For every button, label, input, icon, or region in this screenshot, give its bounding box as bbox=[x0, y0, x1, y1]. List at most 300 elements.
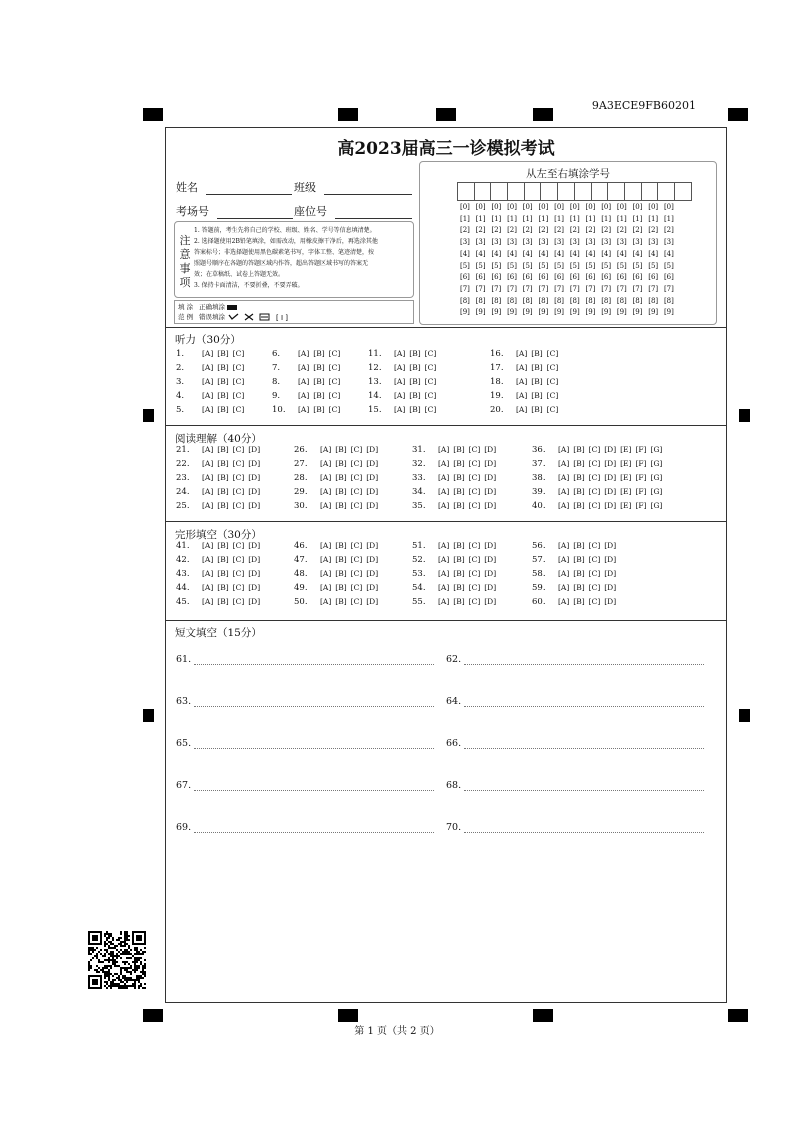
option-bubble[interactable]: [C] bbox=[424, 349, 437, 358]
option-bubble[interactable]: [B] bbox=[217, 541, 229, 550]
option-bubble[interactable]: [B] bbox=[409, 377, 421, 386]
digit-bubble[interactable]: [8] bbox=[507, 296, 517, 305]
question-9[interactable] bbox=[272, 391, 344, 401]
option-bubble[interactable]: [A] bbox=[202, 597, 214, 606]
option-bubble[interactable]: [G] bbox=[650, 501, 663, 510]
option-bubble[interactable]: [D] bbox=[366, 459, 379, 468]
option-bubble[interactable]: [B] bbox=[217, 501, 229, 510]
option-bubble[interactable]: [D] bbox=[604, 583, 617, 592]
digit-bubble[interactable]: [0] bbox=[569, 203, 580, 211]
digit-bubble[interactable]: [9] bbox=[648, 308, 659, 317]
option-bubble[interactable]: [A] bbox=[438, 583, 450, 592]
digit-bubble[interactable]: [7] bbox=[554, 284, 565, 293]
digit-bubble[interactable]: [7] bbox=[632, 284, 643, 293]
digit-bubble[interactable]: [6] bbox=[585, 273, 596, 282]
option-bubble[interactable]: [B] bbox=[409, 363, 421, 372]
question-8[interactable] bbox=[272, 377, 344, 387]
digit-bubble[interactable]: [6] bbox=[648, 273, 659, 282]
digit-bubble[interactable]: [1] bbox=[663, 214, 674, 223]
option-bubble[interactable]: [D] bbox=[484, 445, 497, 454]
student-id-boxes[interactable] bbox=[458, 182, 692, 201]
option-bubble[interactable]: [D] bbox=[604, 473, 617, 482]
digit-bubble[interactable]: [5] bbox=[632, 261, 643, 270]
option-bubble[interactable]: [A] bbox=[558, 501, 570, 510]
digit-bubble[interactable]: [2] bbox=[554, 226, 565, 235]
digit-bubble[interactable]: [3] bbox=[616, 238, 627, 247]
digit-bubble[interactable]: [9] bbox=[632, 308, 643, 317]
option-bubble[interactable]: [A] bbox=[558, 569, 570, 578]
answer-line[interactable] bbox=[464, 740, 704, 749]
option-bubble[interactable]: [A] bbox=[438, 569, 450, 578]
option-bubble[interactable]: [A] bbox=[202, 349, 214, 358]
option-bubble[interactable]: [D] bbox=[366, 569, 379, 578]
digit-bubble[interactable]: [8] bbox=[491, 296, 502, 305]
digit-bubble[interactable]: [6] bbox=[460, 273, 470, 282]
blank-66[interactable] bbox=[446, 738, 704, 749]
option-bubble[interactable]: [A] bbox=[558, 583, 570, 592]
option-bubble[interactable]: [B] bbox=[453, 597, 465, 606]
digit-bubble[interactable]: [1] bbox=[538, 214, 549, 223]
option-bubble[interactable]: [C] bbox=[424, 391, 437, 400]
option-bubble[interactable]: [C] bbox=[232, 597, 245, 606]
option-bubble[interactable]: [A] bbox=[320, 597, 332, 606]
digit-bubble[interactable]: [1] bbox=[601, 214, 612, 223]
digit-bubble[interactable]: [7] bbox=[460, 284, 470, 293]
digit-bubble[interactable]: [1] bbox=[522, 214, 533, 223]
digit-bubble[interactable]: [4] bbox=[585, 249, 596, 258]
option-bubble[interactable]: [C] bbox=[350, 473, 363, 482]
answer-line[interactable] bbox=[464, 824, 704, 833]
digit-bubble[interactable]: [0] bbox=[632, 203, 643, 211]
digit-bubble[interactable]: [6] bbox=[522, 273, 533, 282]
question-52[interactable] bbox=[412, 555, 500, 565]
question-56[interactable] bbox=[532, 541, 620, 551]
digit-bubble[interactable]: [6] bbox=[569, 273, 580, 282]
option-bubble[interactable]: [B] bbox=[217, 459, 229, 468]
option-bubble[interactable]: [A] bbox=[298, 349, 310, 358]
question-3[interactable] bbox=[176, 377, 248, 387]
digit-bubble[interactable]: [5] bbox=[475, 261, 486, 270]
digit-bubble[interactable]: [7] bbox=[648, 284, 659, 293]
option-bubble[interactable]: [E] bbox=[620, 445, 632, 454]
question-11[interactable] bbox=[368, 349, 440, 359]
question-10[interactable] bbox=[272, 405, 344, 415]
option-bubble[interactable]: [D] bbox=[484, 597, 497, 606]
question-22[interactable] bbox=[176, 459, 264, 469]
name-line[interactable] bbox=[206, 183, 292, 195]
option-bubble[interactable]: [B] bbox=[531, 349, 543, 358]
option-bubble[interactable]: [B] bbox=[313, 391, 325, 400]
option-bubble[interactable]: [A] bbox=[320, 459, 332, 468]
option-bubble[interactable]: [B] bbox=[453, 459, 465, 468]
option-bubble[interactable]: [B] bbox=[573, 597, 585, 606]
digit-bubble[interactable]: [1] bbox=[585, 214, 596, 223]
option-bubble[interactable]: [D] bbox=[604, 501, 617, 510]
digit-bubble[interactable]: [8] bbox=[538, 296, 549, 305]
option-bubble[interactable]: [B] bbox=[531, 377, 543, 386]
option-bubble[interactable]: [D] bbox=[484, 569, 497, 578]
digit-bubble[interactable]: [9] bbox=[616, 308, 627, 317]
option-bubble[interactable]: [D] bbox=[248, 583, 261, 592]
option-bubble[interactable]: [B] bbox=[217, 487, 229, 496]
question-46[interactable] bbox=[294, 541, 382, 551]
option-bubble[interactable]: [B] bbox=[313, 363, 325, 372]
option-bubble[interactable]: [B] bbox=[573, 583, 585, 592]
option-bubble[interactable]: [A] bbox=[558, 597, 570, 606]
option-bubble[interactable]: [A] bbox=[202, 501, 214, 510]
digit-bubble[interactable]: [8] bbox=[601, 296, 612, 305]
option-bubble[interactable]: [C] bbox=[232, 459, 245, 468]
digit-bubble[interactable]: [4] bbox=[648, 249, 659, 258]
exam-no-line[interactable] bbox=[217, 207, 293, 219]
digit-bubble[interactable]: [3] bbox=[601, 238, 612, 247]
digit-bubble[interactable]: [3] bbox=[475, 238, 486, 247]
digit-bubble[interactable]: [3] bbox=[648, 238, 659, 247]
option-bubble[interactable]: [B] bbox=[217, 583, 229, 592]
question-44[interactable] bbox=[176, 583, 264, 593]
digit-bubble[interactable]: [8] bbox=[632, 296, 643, 305]
option-bubble[interactable]: [A] bbox=[516, 405, 528, 414]
digit-bubble[interactable]: [5] bbox=[522, 261, 533, 270]
option-bubble[interactable]: [A] bbox=[202, 555, 214, 564]
option-bubble[interactable]: [A] bbox=[320, 487, 332, 496]
digit-bubble[interactable]: [1] bbox=[507, 214, 517, 223]
option-bubble[interactable]: [A] bbox=[298, 391, 310, 400]
option-bubble[interactable]: [B] bbox=[453, 445, 465, 454]
question-54[interactable] bbox=[412, 583, 500, 593]
digit-bubble[interactable]: [4] bbox=[538, 249, 549, 258]
option-bubble[interactable]: [C] bbox=[350, 501, 363, 510]
option-bubble[interactable]: [A] bbox=[320, 555, 332, 564]
option-bubble[interactable]: [B] bbox=[217, 377, 229, 386]
option-bubble[interactable]: [C] bbox=[232, 583, 245, 592]
digit-bubble[interactable]: [0] bbox=[538, 203, 549, 211]
option-bubble[interactable]: [D] bbox=[248, 597, 261, 606]
option-bubble[interactable]: [C] bbox=[232, 555, 245, 564]
option-bubble[interactable]: [D] bbox=[248, 569, 261, 578]
question-23[interactable] bbox=[176, 473, 264, 483]
option-bubble[interactable]: [C] bbox=[588, 459, 601, 468]
digit-bubble[interactable]: [4] bbox=[554, 249, 565, 258]
digit-bubble[interactable]: [4] bbox=[601, 249, 612, 258]
digit-bubble[interactable]: [2] bbox=[648, 226, 659, 235]
blank-61[interactable] bbox=[176, 654, 434, 665]
option-bubble[interactable]: [C] bbox=[328, 391, 341, 400]
digit-bubble[interactable]: [9] bbox=[554, 308, 565, 317]
option-bubble[interactable]: [G] bbox=[650, 459, 663, 468]
digit-bubble[interactable]: [3] bbox=[460, 238, 470, 247]
option-bubble[interactable]: [A] bbox=[558, 445, 570, 454]
digit-bubble[interactable]: [9] bbox=[663, 308, 674, 317]
digit-bubble[interactable]: [6] bbox=[601, 273, 612, 282]
question-51[interactable] bbox=[412, 541, 500, 551]
option-bubble[interactable]: [A] bbox=[438, 541, 450, 550]
digit-bubble[interactable]: [7] bbox=[538, 284, 549, 293]
question-38[interactable] bbox=[532, 473, 666, 483]
option-bubble[interactable]: [A] bbox=[320, 445, 332, 454]
option-bubble[interactable]: [B] bbox=[573, 473, 585, 482]
digit-bubble[interactable]: [7] bbox=[585, 284, 596, 293]
blank-63[interactable] bbox=[176, 696, 434, 707]
option-bubble[interactable]: [C] bbox=[468, 501, 481, 510]
option-bubble[interactable]: [D] bbox=[604, 555, 617, 564]
question-17[interactable] bbox=[490, 363, 562, 373]
digit-bubble[interactable]: [2] bbox=[491, 226, 502, 235]
option-bubble[interactable]: [B] bbox=[453, 473, 465, 482]
option-bubble[interactable]: [C] bbox=[350, 445, 363, 454]
digit-bubble[interactable]: [0] bbox=[616, 203, 627, 211]
digit-row[interactable] bbox=[460, 262, 680, 270]
digit-bubble[interactable]: [1] bbox=[460, 214, 470, 223]
option-bubble[interactable]: [A] bbox=[320, 541, 332, 550]
option-bubble[interactable]: [B] bbox=[335, 583, 347, 592]
answer-line[interactable] bbox=[194, 698, 434, 707]
answer-line[interactable] bbox=[464, 656, 704, 665]
question-41[interactable] bbox=[176, 541, 264, 551]
question-49[interactable] bbox=[294, 583, 382, 593]
option-bubble[interactable]: [A] bbox=[320, 473, 332, 482]
digit-row[interactable] bbox=[460, 238, 680, 246]
digit-bubble[interactable]: [3] bbox=[538, 238, 549, 247]
option-bubble[interactable]: [A] bbox=[438, 555, 450, 564]
option-bubble[interactable]: [C] bbox=[468, 583, 481, 592]
option-bubble[interactable]: [B] bbox=[217, 363, 229, 372]
option-bubble[interactable]: [D] bbox=[366, 445, 379, 454]
option-bubble[interactable]: [C] bbox=[328, 377, 341, 386]
answer-line[interactable] bbox=[194, 824, 434, 833]
option-bubble[interactable]: [E] bbox=[620, 473, 632, 482]
option-bubble[interactable]: [C] bbox=[350, 597, 363, 606]
digit-bubble[interactable]: [0] bbox=[475, 203, 486, 211]
answer-line[interactable] bbox=[194, 656, 434, 665]
digit-bubble[interactable]: [3] bbox=[663, 238, 674, 247]
digit-bubble[interactable]: [1] bbox=[554, 214, 565, 223]
option-bubble[interactable]: [A] bbox=[516, 391, 528, 400]
digit-bubble[interactable]: [3] bbox=[585, 238, 596, 247]
option-bubble[interactable]: [G] bbox=[650, 445, 663, 454]
option-bubble[interactable]: [G] bbox=[650, 473, 663, 482]
question-21[interactable] bbox=[176, 445, 264, 455]
option-bubble[interactable]: [A] bbox=[202, 405, 214, 414]
option-bubble[interactable]: [B] bbox=[453, 569, 465, 578]
option-bubble[interactable]: [C] bbox=[424, 405, 437, 414]
question-28[interactable] bbox=[294, 473, 382, 483]
digit-bubble[interactable]: [5] bbox=[460, 261, 470, 270]
digit-bubble[interactable]: [8] bbox=[585, 296, 596, 305]
option-bubble[interactable]: [C] bbox=[232, 405, 245, 414]
question-4[interactable] bbox=[176, 391, 248, 401]
option-bubble[interactable]: [A] bbox=[516, 349, 528, 358]
blank-62[interactable] bbox=[446, 654, 704, 665]
option-bubble[interactable]: [D] bbox=[248, 501, 261, 510]
option-bubble[interactable]: [D] bbox=[604, 541, 617, 550]
option-bubble[interactable]: [A] bbox=[394, 405, 406, 414]
option-bubble[interactable]: [B] bbox=[409, 391, 421, 400]
digit-row[interactable] bbox=[460, 273, 680, 281]
option-bubble[interactable]: [A] bbox=[438, 445, 450, 454]
digit-bubble[interactable]: [9] bbox=[569, 308, 580, 317]
option-bubble[interactable]: [B] bbox=[335, 569, 347, 578]
option-bubble[interactable]: [B] bbox=[217, 391, 229, 400]
question-5[interactable] bbox=[176, 405, 248, 415]
option-bubble[interactable]: [B] bbox=[217, 405, 229, 414]
option-bubble[interactable]: [D] bbox=[484, 555, 497, 564]
option-bubble[interactable]: [A] bbox=[558, 541, 570, 550]
option-bubble[interactable]: [B] bbox=[531, 391, 543, 400]
option-bubble[interactable]: [C] bbox=[350, 583, 363, 592]
option-bubble[interactable]: [A] bbox=[320, 501, 332, 510]
option-bubble[interactable]: [A] bbox=[202, 445, 214, 454]
digit-bubble[interactable]: [6] bbox=[663, 273, 674, 282]
option-bubble[interactable]: [A] bbox=[298, 363, 310, 372]
option-bubble[interactable]: [A] bbox=[438, 597, 450, 606]
digit-bubble[interactable]: [5] bbox=[663, 261, 674, 270]
question-19[interactable] bbox=[490, 391, 562, 401]
question-26[interactable] bbox=[294, 445, 382, 455]
option-bubble[interactable]: [D] bbox=[248, 487, 261, 496]
option-bubble[interactable]: [B] bbox=[335, 597, 347, 606]
option-bubble[interactable]: [A] bbox=[202, 391, 214, 400]
option-bubble[interactable]: [C] bbox=[468, 569, 481, 578]
option-bubble[interactable]: [C] bbox=[424, 377, 437, 386]
digit-bubble[interactable]: [3] bbox=[554, 238, 565, 247]
digit-bubble[interactable]: [9] bbox=[475, 308, 486, 317]
answer-line[interactable] bbox=[464, 698, 704, 707]
digit-bubble[interactable]: [8] bbox=[663, 296, 674, 305]
digit-bubble[interactable]: [0] bbox=[460, 203, 470, 211]
option-bubble[interactable]: [A] bbox=[558, 473, 570, 482]
question-24[interactable] bbox=[176, 487, 264, 497]
question-18[interactable] bbox=[490, 377, 562, 387]
digit-bubble[interactable]: [5] bbox=[569, 261, 580, 270]
digit-bubble[interactable]: [6] bbox=[475, 273, 486, 282]
option-bubble[interactable]: [D] bbox=[366, 597, 379, 606]
option-bubble[interactable]: [C] bbox=[546, 391, 559, 400]
digit-bubble[interactable]: [0] bbox=[554, 203, 565, 211]
digit-bubble[interactable]: [8] bbox=[460, 296, 470, 305]
option-bubble[interactable]: [F] bbox=[635, 473, 647, 482]
option-bubble[interactable]: [C] bbox=[546, 363, 559, 372]
question-32[interactable] bbox=[412, 459, 500, 469]
question-37[interactable] bbox=[532, 459, 666, 469]
digit-bubble[interactable]: [9] bbox=[522, 308, 533, 317]
question-55[interactable] bbox=[412, 597, 500, 607]
option-bubble[interactable]: [C] bbox=[468, 459, 481, 468]
question-48[interactable] bbox=[294, 569, 382, 579]
question-59[interactable] bbox=[532, 583, 620, 593]
option-bubble[interactable]: [C] bbox=[546, 349, 559, 358]
option-bubble[interactable]: [C] bbox=[468, 473, 481, 482]
digit-bubble[interactable]: [4] bbox=[475, 249, 486, 258]
option-bubble[interactable]: [B] bbox=[313, 377, 325, 386]
blank-69[interactable] bbox=[176, 822, 434, 833]
digit-bubble[interactable]: [7] bbox=[507, 284, 517, 293]
option-bubble[interactable]: [A] bbox=[298, 377, 310, 386]
option-bubble[interactable]: [B] bbox=[335, 501, 347, 510]
question-60[interactable] bbox=[532, 597, 620, 607]
digit-bubble[interactable]: [5] bbox=[538, 261, 549, 270]
option-bubble[interactable]: [F] bbox=[635, 445, 647, 454]
option-bubble[interactable]: [C] bbox=[546, 405, 559, 414]
digit-bubble[interactable]: [9] bbox=[601, 308, 612, 317]
digit-bubble[interactable]: [2] bbox=[538, 226, 549, 235]
option-bubble[interactable]: [B] bbox=[335, 445, 347, 454]
digit-bubble[interactable]: [0] bbox=[507, 203, 517, 211]
blank-68[interactable] bbox=[446, 780, 704, 791]
option-bubble[interactable]: [C] bbox=[468, 487, 481, 496]
option-bubble[interactable]: [D] bbox=[366, 501, 379, 510]
option-bubble[interactable]: [B] bbox=[531, 363, 543, 372]
question-16[interactable] bbox=[490, 349, 562, 359]
digit-bubble[interactable]: [1] bbox=[648, 214, 659, 223]
option-bubble[interactable]: [C] bbox=[232, 391, 245, 400]
option-bubble[interactable]: [B] bbox=[217, 349, 229, 358]
digit-bubble[interactable]: [7] bbox=[475, 284, 486, 293]
option-bubble[interactable]: [F] bbox=[635, 459, 647, 468]
digit-bubble[interactable]: [1] bbox=[475, 214, 486, 223]
answer-line[interactable] bbox=[464, 782, 704, 791]
option-bubble[interactable]: [D] bbox=[248, 555, 261, 564]
option-bubble[interactable]: [B] bbox=[409, 405, 421, 414]
option-bubble[interactable]: [B] bbox=[335, 473, 347, 482]
question-12[interactable] bbox=[368, 363, 440, 373]
digit-bubble[interactable]: [2] bbox=[616, 226, 627, 235]
option-bubble[interactable]: [B] bbox=[217, 569, 229, 578]
digit-bubble[interactable]: [3] bbox=[522, 238, 533, 247]
question-35[interactable] bbox=[412, 501, 500, 511]
option-bubble[interactable]: [B] bbox=[335, 487, 347, 496]
option-bubble[interactable]: [C] bbox=[350, 541, 363, 550]
seat-no-line[interactable] bbox=[335, 207, 412, 219]
question-47[interactable] bbox=[294, 555, 382, 565]
digit-bubble[interactable]: [2] bbox=[507, 226, 517, 235]
digit-bubble[interactable]: [2] bbox=[569, 226, 580, 235]
digit-bubble[interactable]: [5] bbox=[491, 261, 502, 270]
digit-bubble[interactable]: [5] bbox=[507, 261, 517, 270]
digit-bubble[interactable]: [9] bbox=[460, 308, 470, 317]
question-13[interactable] bbox=[368, 377, 440, 387]
option-bubble[interactable]: [B] bbox=[453, 583, 465, 592]
option-bubble[interactable]: [C] bbox=[588, 501, 601, 510]
option-bubble[interactable]: [C] bbox=[468, 445, 481, 454]
option-bubble[interactable]: [C] bbox=[328, 363, 341, 372]
option-bubble[interactable]: [C] bbox=[350, 555, 363, 564]
option-bubble[interactable]: [A] bbox=[320, 569, 332, 578]
digit-bubble[interactable]: [3] bbox=[491, 238, 502, 247]
option-bubble[interactable]: [B] bbox=[573, 569, 585, 578]
digit-bubble[interactable]: [9] bbox=[585, 308, 596, 317]
question-27[interactable] bbox=[294, 459, 382, 469]
option-bubble[interactable]: [C] bbox=[350, 459, 363, 468]
option-bubble[interactable]: [C] bbox=[546, 377, 559, 386]
digit-bubble[interactable]: [4] bbox=[569, 249, 580, 258]
digit-bubble[interactable]: [4] bbox=[460, 249, 470, 258]
option-bubble[interactable]: [B] bbox=[573, 541, 585, 550]
question-15[interactable] bbox=[368, 405, 440, 415]
option-bubble[interactable]: [C] bbox=[350, 487, 363, 496]
digit-row[interactable] bbox=[460, 285, 680, 293]
digit-bubble[interactable]: [6] bbox=[491, 273, 502, 282]
option-bubble[interactable]: [A] bbox=[202, 569, 214, 578]
question-2[interactable] bbox=[176, 363, 248, 373]
option-bubble[interactable]: [A] bbox=[438, 473, 450, 482]
digit-bubble[interactable]: [1] bbox=[491, 214, 502, 223]
option-bubble[interactable]: [C] bbox=[328, 349, 341, 358]
digit-bubble[interactable]: [7] bbox=[616, 284, 627, 293]
option-bubble[interactable]: [C] bbox=[232, 363, 245, 372]
option-bubble[interactable]: [A] bbox=[394, 391, 406, 400]
exam-no-field[interactable] bbox=[176, 203, 293, 219]
